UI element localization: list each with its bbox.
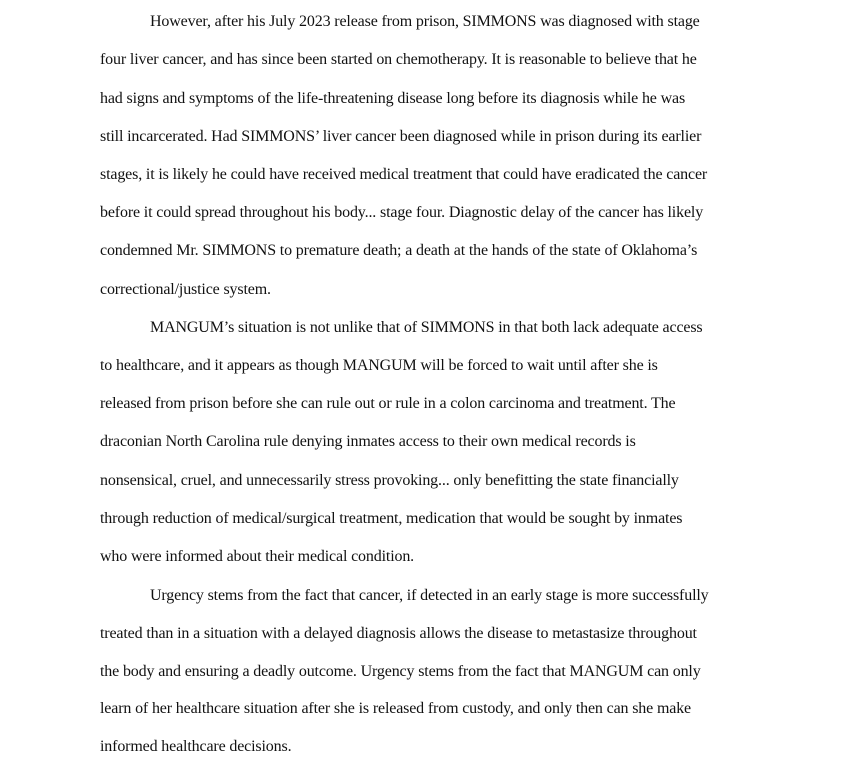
paragraph-line: correctional/justice system.: [100, 281, 271, 298]
paragraph-line: stages, it is likely he could have received medical treatment that could have eradicated the cancer: [100, 166, 708, 183]
paragraph-line: who were informed about their medical condition.: [100, 548, 415, 565]
paragraph-line: However, after his July 2023 release from prison, SIMMONS was diagnosed with stage: [150, 13, 700, 30]
paragraph-line: learn of her healthcare situation after she is released from custody, and only then can she make: [100, 700, 691, 717]
paragraph-line: MANGUM’s situation is not unlike that of SIMMONS in that both lack adequate access: [150, 319, 703, 336]
paragraph-line: nonsensical, cruel, and unnecessarily stress provoking... only benefitting the state financially: [100, 472, 679, 489]
paragraph-line: still incarcerated. Had SIMMONS’ liver cancer been diagnosed while in prison during its earlier: [100, 128, 702, 145]
paragraph-line: condemned Mr. SIMMONS to premature death; a death at the hands of the state of Oklahoma’s: [100, 242, 698, 259]
paragraph-line: four liver cancer, and has since been started on chemotherapy. It is reasonable to believe that he: [100, 51, 697, 68]
paragraph-line: draconian North Carolina rule denying inmates access to their own medical records is: [100, 433, 636, 450]
paragraph-line: Urgency stems from the fact that cancer, if detected in an early stage is more successfully: [150, 587, 709, 604]
paragraph-line: through reduction of medical/surgical treatment, medication that would be sought by inmates: [100, 510, 683, 527]
paragraph-line: informed healthcare decisions.: [100, 738, 292, 755]
paragraph-line: to healthcare, and it appears as though MANGUM will be forced to wait until after she is: [100, 357, 658, 374]
paragraph-line: before it could spread throughout his body... stage four. Diagnostic delay of the cancer has likely: [100, 204, 704, 221]
paragraph-line: treated than in a situation with a delayed diagnosis allows the disease to metastasize throughout: [100, 625, 697, 642]
paragraph-line: the body and ensuring a deadly outcome. Urgency stems from the fact that MANGUM can only: [100, 663, 701, 680]
paragraph-line: released from prison before she can rule out or rule in a colon carcinoma and treatment. The: [100, 395, 676, 412]
paragraph-line: had signs and symptoms of the life-threatening disease long before its diagnosis while he was: [100, 90, 686, 107]
